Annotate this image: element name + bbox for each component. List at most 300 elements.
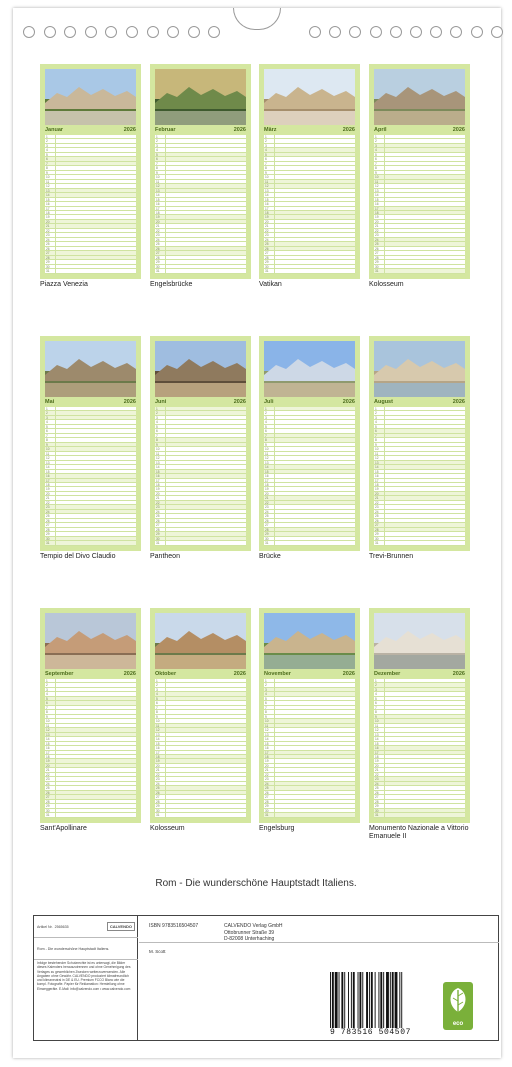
day-row: 6 xyxy=(264,701,355,705)
day-row: 11 xyxy=(264,452,355,456)
day-row: 16 xyxy=(155,202,246,206)
author-name: M. Scott xyxy=(149,949,166,954)
day-row: 20 xyxy=(374,764,465,768)
day-row: 26 xyxy=(374,519,465,523)
spiral-hole xyxy=(370,26,382,38)
day-row: 8 xyxy=(45,710,136,714)
article-number-row xyxy=(34,916,138,938)
day-row: 29 xyxy=(155,532,246,536)
day-row: 7 xyxy=(374,706,465,710)
day-row: 8 xyxy=(374,710,465,714)
day-row: 24 xyxy=(264,782,355,786)
day-row: 23 xyxy=(45,233,136,237)
day-row: 5 xyxy=(374,425,465,429)
spiral-hole xyxy=(329,26,341,38)
day-row: 29 xyxy=(155,804,246,808)
day-row: 11 xyxy=(264,180,355,184)
day-row: 20 xyxy=(155,764,246,768)
day-row: 20 xyxy=(264,764,355,768)
month-caption: Engelsburg xyxy=(259,825,295,832)
month-year: 2026 xyxy=(123,127,136,133)
day-row: 11 xyxy=(155,452,246,456)
day-row: 31 xyxy=(374,813,465,817)
day-row: 15 xyxy=(374,470,465,474)
day-row: 30 xyxy=(264,809,355,813)
photo-tempio xyxy=(45,341,136,397)
day-row: 22 xyxy=(264,501,355,505)
day-row: 2 xyxy=(155,411,246,415)
day-row: 23 xyxy=(45,505,136,509)
month-year: 2026 xyxy=(233,671,246,677)
month-caption: Piazza Venezia xyxy=(40,281,88,288)
day-row: 27 xyxy=(155,795,246,799)
day-row: 10 xyxy=(264,719,355,723)
day-row: 1 xyxy=(155,407,246,411)
day-row: 12 xyxy=(155,456,246,460)
month-header xyxy=(374,398,465,406)
day-row: 5 xyxy=(374,697,465,701)
day-row: 13 xyxy=(264,461,355,465)
spiral-hole xyxy=(126,26,138,38)
month-year: 2026 xyxy=(342,127,355,133)
day-row: 9 xyxy=(374,715,465,719)
month-name: März xyxy=(264,127,277,133)
day-row: 16 xyxy=(374,202,465,206)
day-row: 23 xyxy=(264,505,355,509)
day-row: 16 xyxy=(264,746,355,750)
day-row: 1 xyxy=(45,135,136,139)
day-row: 26 xyxy=(45,519,136,523)
day-row: 7 xyxy=(155,706,246,710)
month-header xyxy=(264,670,355,678)
day-row: 15 xyxy=(264,742,355,746)
day-row: 21 xyxy=(374,768,465,772)
day-row: 5 xyxy=(264,697,355,701)
month-header xyxy=(45,126,136,134)
day-row: 16 xyxy=(264,474,355,478)
day-row: 27 xyxy=(45,795,136,799)
day-row: 23 xyxy=(374,777,465,781)
day-row: 31 xyxy=(155,813,246,817)
day-row: 24 xyxy=(264,238,355,242)
day-row: 15 xyxy=(155,470,246,474)
photo-bruecke xyxy=(264,341,355,397)
day-row: 13 xyxy=(155,461,246,465)
spiral-hole xyxy=(491,26,503,38)
day-row: 6 xyxy=(45,701,136,705)
day-row: 19 xyxy=(45,487,136,491)
day-row: 9 xyxy=(45,715,136,719)
day-row: 25 xyxy=(374,514,465,518)
day-row: 23 xyxy=(374,505,465,509)
day-row: 12 xyxy=(155,728,246,732)
day-row: 8 xyxy=(155,710,246,714)
day-row: 27 xyxy=(45,251,136,255)
day-grid xyxy=(45,679,136,818)
day-grid xyxy=(264,407,355,546)
photo-kolosseum xyxy=(374,69,465,125)
day-row: 18 xyxy=(374,483,465,487)
day-row: 18 xyxy=(374,755,465,759)
day-row: 4 xyxy=(155,148,246,152)
day-row: 26 xyxy=(374,247,465,251)
day-row: 7 xyxy=(264,706,355,710)
day-row: 8 xyxy=(374,166,465,170)
day-row: 28 xyxy=(155,800,246,804)
day-row: 22 xyxy=(155,229,246,233)
day-grid xyxy=(45,135,136,274)
spiral-hole xyxy=(23,26,35,38)
day-row: 29 xyxy=(264,804,355,808)
day-row: 6 xyxy=(155,429,246,433)
day-row: 2 xyxy=(155,139,246,143)
day-grid xyxy=(155,407,246,546)
day-row: 3 xyxy=(155,144,246,148)
day-row: 24 xyxy=(155,510,246,514)
publisher-logo: CALVENDO xyxy=(107,922,135,931)
day-row: 28 xyxy=(155,256,246,260)
day-row: 9 xyxy=(264,443,355,447)
day-row: 28 xyxy=(264,256,355,260)
day-row: 10 xyxy=(45,447,136,451)
day-row: 26 xyxy=(264,791,355,795)
day-row: 14 xyxy=(264,465,355,469)
day-row: 2 xyxy=(264,411,355,415)
day-grid xyxy=(155,679,246,818)
day-grid xyxy=(264,135,355,274)
day-row: 22 xyxy=(45,773,136,777)
day-row: 22 xyxy=(45,229,136,233)
month-caption: Trevi-Brunnen xyxy=(369,553,414,560)
month-caption: Engelsbrücke xyxy=(150,281,193,288)
publisher-name: CALVENDO Verlag GmbH xyxy=(224,923,283,929)
day-row: 28 xyxy=(45,528,136,532)
day-row: 25 xyxy=(374,786,465,790)
barcode-number: 9 783516 504507 xyxy=(330,1028,412,1037)
day-row: 15 xyxy=(264,470,355,474)
day-row: 10 xyxy=(264,447,355,451)
month-year: 2026 xyxy=(123,399,136,405)
day-row: 14 xyxy=(374,193,465,197)
day-row: 2 xyxy=(264,139,355,143)
day-row: 18 xyxy=(374,211,465,215)
day-row: 14 xyxy=(264,737,355,741)
photo-vatikan xyxy=(264,69,355,125)
publisher-address xyxy=(224,923,283,943)
day-row: 3 xyxy=(264,144,355,148)
footer-divider xyxy=(139,942,499,943)
month-panel-2 xyxy=(150,64,251,279)
day-row: 27 xyxy=(264,251,355,255)
day-row: 28 xyxy=(374,800,465,804)
day-row: 21 xyxy=(155,496,246,500)
day-grid xyxy=(45,407,136,546)
month-year: 2026 xyxy=(342,399,355,405)
day-row: 21 xyxy=(264,224,355,228)
day-row: 14 xyxy=(45,737,136,741)
day-row: 22 xyxy=(155,501,246,505)
spiral-hole xyxy=(167,26,179,38)
spiral-hole xyxy=(105,26,117,38)
day-row: 6 xyxy=(45,157,136,161)
day-row: 21 xyxy=(155,224,246,228)
day-row: 15 xyxy=(45,470,136,474)
day-row: 17 xyxy=(45,751,136,755)
day-row: 14 xyxy=(45,193,136,197)
day-row: 14 xyxy=(374,737,465,741)
day-row: 13 xyxy=(155,189,246,193)
day-row: 31 xyxy=(264,541,355,545)
month-year: 2026 xyxy=(342,671,355,677)
day-row: 16 xyxy=(155,746,246,750)
article-number-label: Artikel Nr. 2565635 xyxy=(37,924,69,929)
day-row: 12 xyxy=(374,184,465,188)
day-row: 25 xyxy=(45,242,136,246)
spiral-hole xyxy=(44,26,56,38)
day-row: 5 xyxy=(374,153,465,157)
spiral-hole xyxy=(309,26,321,38)
day-row: 3 xyxy=(374,416,465,420)
month-caption: Vatikan xyxy=(259,281,282,288)
day-row: 29 xyxy=(45,532,136,536)
day-row: 6 xyxy=(264,157,355,161)
month-name: Januar xyxy=(45,127,64,133)
month-header xyxy=(155,126,246,134)
day-row: 8 xyxy=(374,438,465,442)
day-row: 4 xyxy=(374,692,465,696)
day-row: 17 xyxy=(374,479,465,483)
month-panel-7 xyxy=(259,336,360,551)
day-row: 1 xyxy=(155,135,246,139)
spiral-hole xyxy=(430,26,442,38)
month-panel-3 xyxy=(259,64,360,279)
day-row: 11 xyxy=(45,724,136,728)
month-year: 2026 xyxy=(452,671,465,677)
day-row: 27 xyxy=(264,795,355,799)
day-row: 17 xyxy=(45,479,136,483)
day-row: 28 xyxy=(45,256,136,260)
day-row: 3 xyxy=(155,416,246,420)
day-row: 4 xyxy=(45,420,136,424)
day-row: 18 xyxy=(264,211,355,215)
month-header xyxy=(264,398,355,406)
day-row: 24 xyxy=(374,782,465,786)
day-row: 17 xyxy=(264,479,355,483)
day-row: 29 xyxy=(264,532,355,536)
day-row: 21 xyxy=(374,224,465,228)
day-row: 31 xyxy=(155,541,246,545)
month-caption: Tempio del Divo Claudio xyxy=(40,553,116,560)
day-row: 12 xyxy=(45,456,136,460)
day-row: 25 xyxy=(155,242,246,246)
day-row: 19 xyxy=(264,759,355,763)
day-row: 13 xyxy=(374,189,465,193)
day-row: 6 xyxy=(374,429,465,433)
month-header xyxy=(155,398,246,406)
day-row: 17 xyxy=(374,207,465,211)
day-row: 1 xyxy=(45,679,136,683)
eco-label: eco xyxy=(452,1021,464,1027)
day-row: 24 xyxy=(155,782,246,786)
day-row: 13 xyxy=(374,733,465,737)
day-row: 12 xyxy=(45,728,136,732)
day-row: 3 xyxy=(45,144,136,148)
day-row: 9 xyxy=(374,443,465,447)
day-grid xyxy=(374,679,465,818)
day-row: 7 xyxy=(155,162,246,166)
month-year: 2026 xyxy=(452,127,465,133)
day-row: 11 xyxy=(264,724,355,728)
day-row: 25 xyxy=(155,514,246,518)
publisher-city: D-82008 Unterhaching xyxy=(224,936,275,942)
month-year: 2026 xyxy=(452,399,465,405)
day-row: 7 xyxy=(155,434,246,438)
month-caption: Sant'Apollinare xyxy=(40,825,87,832)
day-row: 14 xyxy=(155,737,246,741)
day-row: 11 xyxy=(155,180,246,184)
day-row: 8 xyxy=(264,438,355,442)
day-row: 5 xyxy=(45,153,136,157)
day-row: 24 xyxy=(45,238,136,242)
day-row: 29 xyxy=(155,260,246,264)
month-name: April xyxy=(374,127,387,133)
day-row: 16 xyxy=(374,474,465,478)
day-row: 29 xyxy=(45,804,136,808)
day-row: 17 xyxy=(264,751,355,755)
day-row: 7 xyxy=(374,434,465,438)
day-row: 5 xyxy=(264,425,355,429)
photo-engelsbruecke xyxy=(155,69,246,125)
day-row: 3 xyxy=(45,688,136,692)
day-row: 19 xyxy=(155,215,246,219)
day-row: 15 xyxy=(45,198,136,202)
month-header xyxy=(264,126,355,134)
day-row: 10 xyxy=(374,719,465,723)
day-row: 9 xyxy=(264,715,355,719)
day-row: 22 xyxy=(374,229,465,233)
day-row: 1 xyxy=(264,135,355,139)
day-row: 8 xyxy=(155,166,246,170)
day-row: 23 xyxy=(374,233,465,237)
day-row: 29 xyxy=(374,260,465,264)
day-row: 8 xyxy=(264,710,355,714)
month-caption: Monumento Nazionale a Vittorio Emanuele II xyxy=(369,825,469,840)
day-row: 19 xyxy=(45,215,136,219)
back-cover-footer xyxy=(33,915,499,1041)
month-panel-11 xyxy=(259,608,360,823)
spiral-hole xyxy=(147,26,159,38)
spiral-hole xyxy=(64,26,76,38)
month-caption: Kolosseum xyxy=(369,281,404,288)
spiral-hole xyxy=(471,26,483,38)
day-row: 27 xyxy=(264,523,355,527)
day-row: 10 xyxy=(374,447,465,451)
month-panel-10 xyxy=(150,608,251,823)
day-row: 25 xyxy=(45,514,136,518)
day-row: 17 xyxy=(374,751,465,755)
day-row: 1 xyxy=(374,407,465,411)
photo-trevi xyxy=(374,341,465,397)
day-row: 14 xyxy=(264,193,355,197)
day-row: 11 xyxy=(155,724,246,728)
day-row: 11 xyxy=(374,180,465,184)
day-row: 2 xyxy=(45,683,136,687)
day-row: 21 xyxy=(155,768,246,772)
day-row: 5 xyxy=(155,697,246,701)
day-row: 21 xyxy=(45,224,136,228)
month-year: 2026 xyxy=(123,671,136,677)
day-row: 31 xyxy=(45,813,136,817)
day-row: 17 xyxy=(155,479,246,483)
day-row: 5 xyxy=(264,153,355,157)
day-row: 26 xyxy=(155,247,246,251)
day-row: 3 xyxy=(374,144,465,148)
day-row: 20 xyxy=(155,492,246,496)
day-row: 4 xyxy=(155,420,246,424)
day-row: 17 xyxy=(155,751,246,755)
day-grid xyxy=(374,135,465,274)
day-row: 19 xyxy=(374,487,465,491)
day-row: 20 xyxy=(45,764,136,768)
day-row: 15 xyxy=(155,742,246,746)
barcode xyxy=(328,972,434,1038)
day-row: 18 xyxy=(155,211,246,215)
day-row: 29 xyxy=(45,260,136,264)
month-panel-5 xyxy=(40,336,141,551)
day-row: 18 xyxy=(155,483,246,487)
month-name: Februar xyxy=(155,127,176,133)
month-caption: Kolosseum xyxy=(150,825,185,832)
day-row: 18 xyxy=(45,211,136,215)
photo-pantheon xyxy=(155,341,246,397)
day-row: 6 xyxy=(45,429,136,433)
day-row: 27 xyxy=(155,523,246,527)
day-row: 30 xyxy=(45,265,136,269)
day-row: 31 xyxy=(374,541,465,545)
month-year: 2026 xyxy=(233,127,246,133)
day-row: 2 xyxy=(155,683,246,687)
day-row: 7 xyxy=(374,162,465,166)
day-row: 7 xyxy=(45,706,136,710)
day-row: 21 xyxy=(264,768,355,772)
day-row: 15 xyxy=(155,198,246,202)
day-row: 24 xyxy=(155,238,246,242)
day-row: 11 xyxy=(374,452,465,456)
day-row: 4 xyxy=(374,148,465,152)
day-row: 13 xyxy=(374,461,465,465)
day-row: 20 xyxy=(155,220,246,224)
day-row: 23 xyxy=(155,777,246,781)
day-row: 25 xyxy=(155,786,246,790)
day-row: 14 xyxy=(374,465,465,469)
day-row: 20 xyxy=(264,220,355,224)
day-row: 30 xyxy=(374,537,465,541)
day-row: 23 xyxy=(155,233,246,237)
day-row: 8 xyxy=(264,166,355,170)
day-row: 21 xyxy=(45,768,136,772)
day-row: 22 xyxy=(45,501,136,505)
day-row: 3 xyxy=(264,688,355,692)
day-row: 22 xyxy=(264,773,355,777)
day-row: 21 xyxy=(374,496,465,500)
day-row: 19 xyxy=(155,487,246,491)
day-row: 7 xyxy=(264,434,355,438)
day-row: 6 xyxy=(155,701,246,705)
day-row: 9 xyxy=(45,171,136,175)
month-name: Dezember xyxy=(374,671,401,677)
footer-info-column xyxy=(34,916,138,1040)
day-row: 22 xyxy=(374,773,465,777)
